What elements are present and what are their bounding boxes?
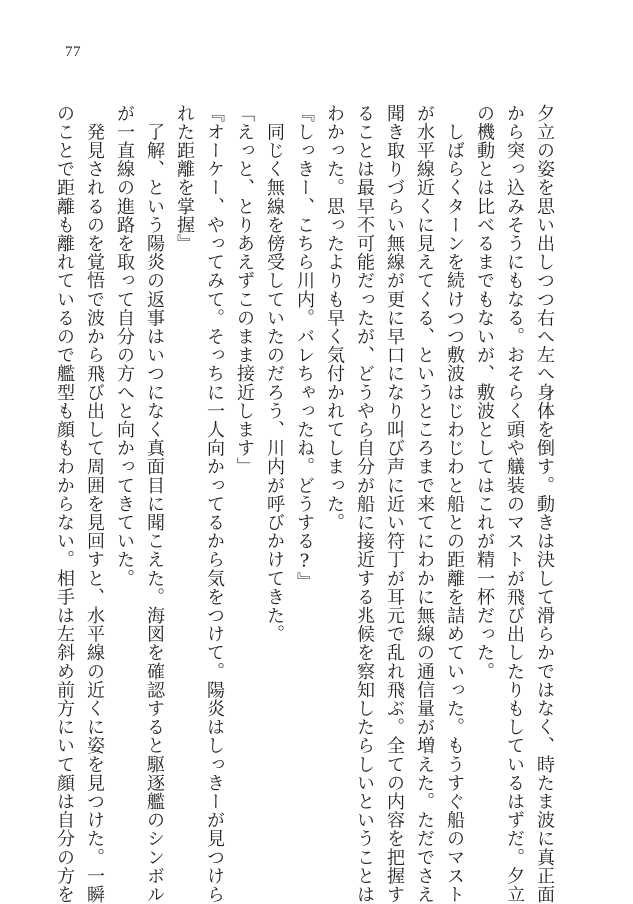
text-line: 夕立の姿を思い出しつつ右へ左へ身体を倒す。動きは決して滑らかではなく、時たま波に真正面: [534, 104, 555, 904]
text-line: 同じく無線を傍受していたのだろう、川内が呼びかけてきた。: [264, 104, 285, 644]
text-line: 『しっきー、こちら川内。バレちゃったね。どうする?』: [294, 104, 315, 591]
text-line: わかった。思ったよりも早く気付かれてしまった。: [324, 104, 345, 532]
page-number: 77: [65, 44, 81, 60]
text-line: 『オーケー、やってみて。そっちに一人向かってるから気をつけて。陽炎はしっきーが見つけら: [204, 104, 225, 904]
text-line: 発見されるのを覚悟で波から飛び出して周囲を見回すと、水平線の近くに姿を見つけた。一瞬: [84, 104, 105, 904]
text-line: から突っ込みそうにもなる。おそらく頭や艤装のマストが飛び出したりもしているはずだ。夕立: [504, 104, 525, 904]
text-line: が水平線近くに見えてくる、というところまで来てにわかに無線の通信量が増えた。ただでさえ: [414, 104, 435, 904]
text-line: れた距離を掌握』: [174, 104, 195, 253]
text-line: 聞き取りづらい無線が更に早口になり叫び声に近い符丁が耳元で乱れ飛ぶ。全ての内容を把握す: [384, 104, 405, 904]
text-line: しばらくターンを続けつつ敷波はじわじわと船との距離を詰めていった。もうすぐ船のマスト: [444, 104, 465, 904]
text-line: 了解、という陽炎の返事はいつになく真面目に聞こえた。海図を確認すると駆逐艦のシンボル: [144, 104, 165, 904]
text-line: ることは最早不可能だったが、どうやら自分が船に接近する兆候を察知したらしいということは: [354, 104, 375, 904]
text-line: のことで距離も離れているので艦型も顔もわからない。相手は左斜め前方にいて顔は自分の方を: [54, 104, 75, 904]
text-line: の機動とは比べるまでもないが、敷波としてはこれが精一杯だった。: [474, 104, 495, 681]
body-text: [49, 104, 559, 904]
text-line: が一直線の進路を取って自分の方へと向かってきていた。: [114, 104, 135, 588]
text-line: 「えっと、とりあえずこのまま接近します」: [234, 104, 255, 476]
